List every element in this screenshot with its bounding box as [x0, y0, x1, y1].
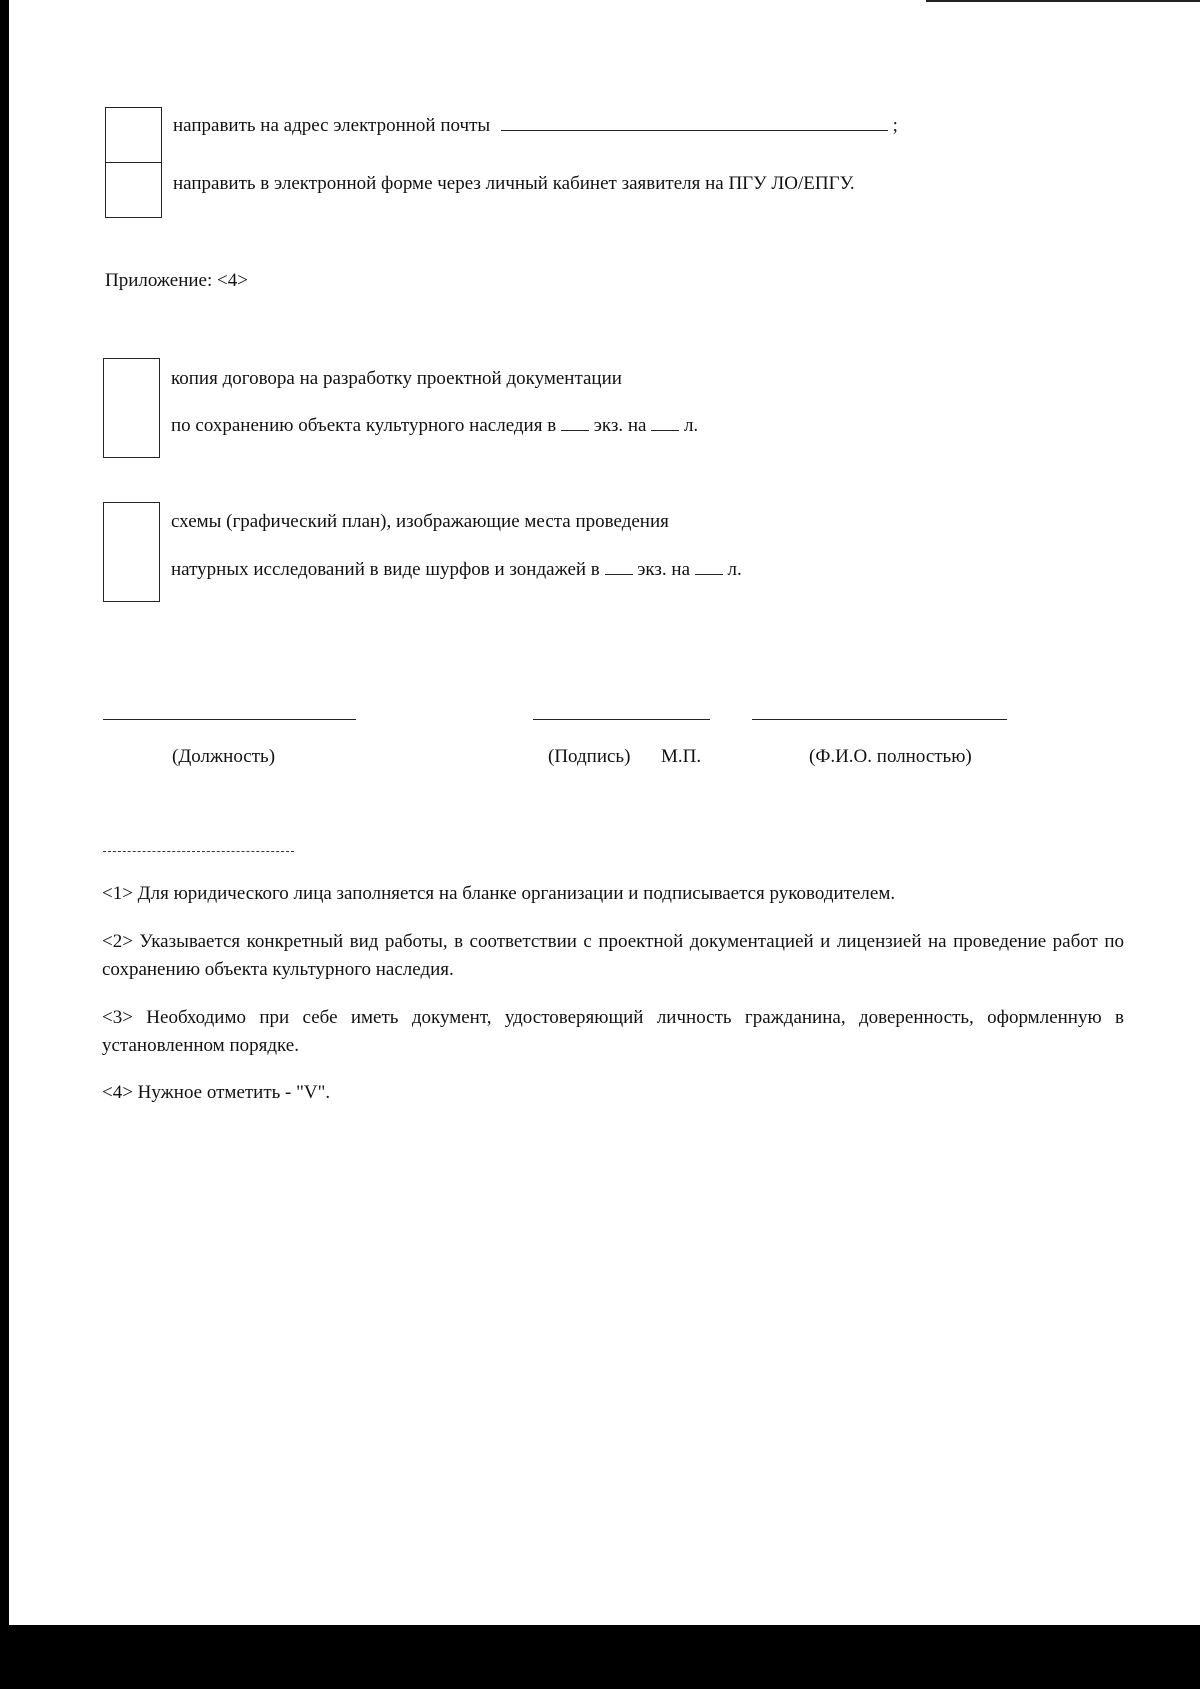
sheets-count-field[interactable] — [651, 416, 679, 431]
email-option-terminator: ; — [892, 115, 898, 136]
sheets-unit: л. — [727, 559, 742, 580]
scan-edge-top — [926, 0, 1200, 2]
copies-count-field[interactable] — [561, 416, 589, 431]
signature-label: (Подпись) — [548, 746, 631, 767]
full-name-label: (Ф.И.О. полностью) — [809, 746, 972, 767]
attachment-heading: Приложение: <4> — [105, 270, 248, 291]
footnote: <4> Нужное отметить - "V". — [102, 1082, 331, 1103]
copies-unit: экз. на — [637, 559, 691, 580]
email-option-label: направить на адрес электронной почты — [173, 115, 491, 136]
full-name-line[interactable] — [752, 719, 1007, 720]
email-option — [173, 115, 898, 137]
attachment-line-prefix: по сохранению объекта культурного наследия в — [171, 415, 557, 436]
signature-line[interactable] — [533, 719, 710, 720]
position-signature-line[interactable] — [103, 719, 356, 720]
attachment-line — [171, 415, 698, 437]
copies-unit: экз. на — [593, 415, 647, 436]
footnote: <3> Необходимо при себе иметь документ, удостоверяющий личность гражданина, доверенность, оформленную в установленном порядке. — [102, 1007, 1124, 1056]
stamp-label: М.П. — [661, 746, 702, 767]
scan-edge-left — [0, 0, 9, 1630]
attachment-checkbox[interactable] — [103, 502, 160, 602]
attachment-line — [171, 559, 742, 581]
sheets-unit: л. — [683, 415, 699, 436]
attachment-line: копия договора на разработку проектной документации — [171, 368, 622, 389]
footnote: <2> Указывается конкретный вид работы, в соответствии с проектной документацией и лицензией на проведение работ по сохранению объекта культурного наследия. — [102, 931, 1124, 980]
attachment-checkbox[interactable] — [103, 358, 160, 458]
sheets-count-field[interactable] — [695, 560, 723, 575]
scan-edge-bottom — [0, 1625, 1200, 1689]
attachment-line-prefix: натурных исследований в виде шурфов и зондажей в — [171, 559, 600, 580]
footnote: <1> Для юридического лица заполняется на бланке организации и подписывается руководителем. — [102, 883, 896, 904]
attachment-line: схемы (графический план), изображающие места проведения — [171, 511, 669, 532]
portal-checkbox[interactable] — [105, 162, 162, 218]
position-label: (Должность) — [172, 746, 276, 767]
email-address-field[interactable] — [501, 116, 888, 131]
email-checkbox[interactable] — [105, 107, 162, 163]
copies-count-field[interactable] — [605, 560, 633, 575]
portal-option-label: направить в электронной форме через личный кабинет заявителя на ПГУ ЛО/ЕПГУ. — [173, 173, 855, 194]
footnote-separator — [103, 851, 294, 852]
